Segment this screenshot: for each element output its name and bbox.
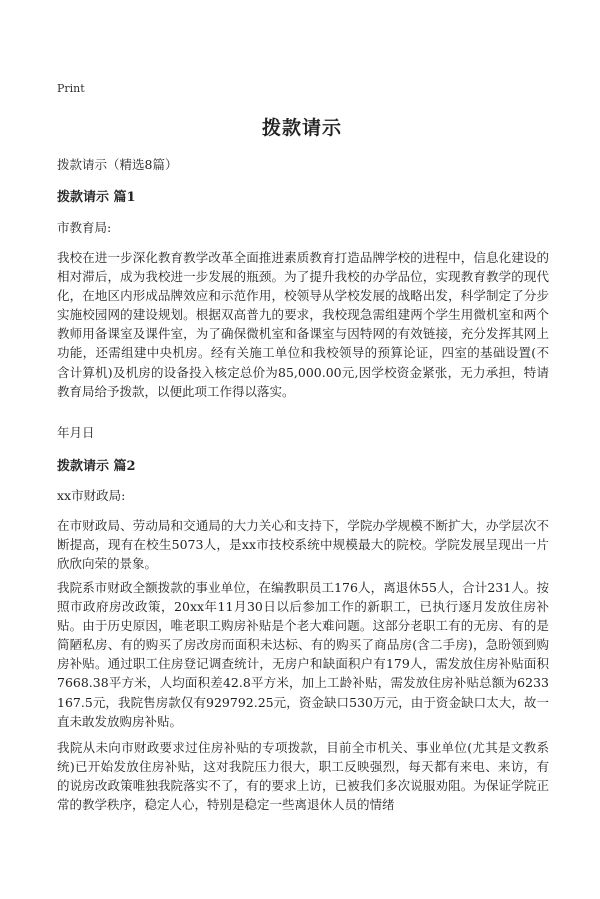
- section-1-paragraph-1: 我校在进一步深化教育教学改革全面推进素质教育打造品牌学校的进程中，信息化建设的相对滞后，成为我校进一步发展的瓶颈。为了提升我校的办学品位，实现教育教学的现代化，在地区内形成品牌效应和示范作用，校领导从学校发展的战略出发，科学制定了分步实施校园网的建设规划。根据双高普九的要求，我校现急需组建两个学生用微机室和两个教师用备课室及课件室，为了确保微机室和备课室与因特网的有效链接，充分发挥其网上功能，还需组建中央机房。经有关施工单位和我校领导的预算论证，四室的基础设置(不含计算机)及机房的设备投入核定总价为85,000.00元,因学校资金紧张，无力承担，特请教育局给予拨款，以便此项工作得以落实。: [57, 250, 549, 399]
- document-title: 拨款请示: [261, 117, 342, 139]
- section-1-date: 年月日: [57, 425, 95, 440]
- section-1-recipient: 市教育局:: [57, 220, 112, 235]
- section-2-paragraph-3: 我院从未向市财政要求过住房补贴的专项拨款，目前全市机关、事业单位(尤其是文教系统)已开始发放住房补贴，这对我院压力很大，职工反映强烈，每天都有来电、来访，有的说房改政策唯独我院落实不了，有的要求上访，已被我们多次说服劝阻。为保证学院正常的教学秩序，稳定人心，特别是稳定一些离退休人员的情绪: [57, 740, 549, 813]
- section-2-paragraph-2: 我院系市财政全额拨款的事业单位，在编教职员工176人，离退休55人，合计231人。按照市政府房改政策，20xx年11月30日以后参加工作的新职工，已执行逐月发放住房补贴。由于历史原因，唯老职工购房补贴是个老大难问题。这部分老职工有的无房、有的是简陋私房、有的购买了房改房而面积未达标、有的购买了商品房(含二手房)，急盼领到购房补贴。通过职工住房登记调查统计，无房户和缺面积户有179人，需发放住房补贴面积7668.38平方米，人均面积差42.8平方米，加上工龄补贴，需发放住房补贴总额为6233167.5元，我院售房款仅有929792.25元，资金缺口530万元，由于资金缺口太大，故一直未敢发放购房补贴。: [57, 580, 549, 729]
- section-2-heading: 拨款请示 篇2: [57, 459, 136, 474]
- section-1-heading: 拨款请示 篇1: [57, 190, 136, 205]
- section-2-recipient: xx市财政局:: [57, 488, 126, 503]
- print-label[interactable]: Print: [57, 82, 85, 95]
- section-2-paragraph-1: 在市财政局、劳动局和交通局的大力关心和支持下，学院办学规模不断扩大，办学层次不断提高，现有在校生5073人，是xx市技校系统中规模最大的院校。学院发展呈现出一片欣欣向荣的景象。: [57, 518, 549, 572]
- document-subtitle: 拨款请示（精选8篇）: [57, 157, 178, 172]
